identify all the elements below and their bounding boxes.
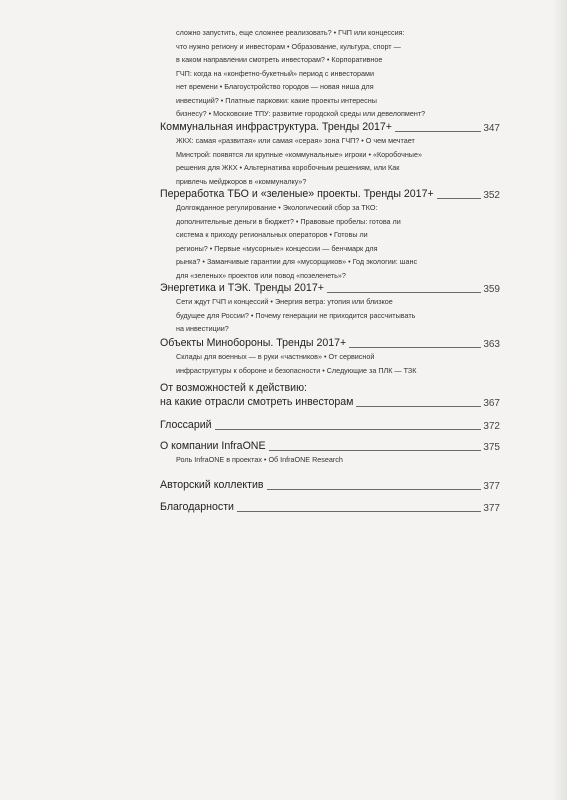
toc-entry-communal[interactable] [160, 120, 500, 188]
toc-subline: в каком направлении смотреть инвесторам? • Корпоративное [176, 55, 383, 64]
toc-entry-about-infraone[interactable] [160, 439, 500, 467]
toc-subline: Роль InfraONE в проектах • Об InfraONE Research [176, 455, 343, 464]
toc-page-number: 372 [483, 421, 500, 432]
toc-subline: на инвестиции? [176, 324, 229, 333]
toc-leader-rule [269, 450, 482, 451]
toc-subline: регионы? • Первые «мусорные» концессии — бенчмарк для [176, 243, 378, 253]
toc-entry-title: О компании InfraONE [160, 440, 266, 452]
toc-entry-title: Авторский коллектив [160, 479, 264, 491]
toc-subline: для «зеленых» проектов или повод «позеленеть»? [176, 270, 346, 280]
toc-page-number: 363 [483, 339, 500, 350]
toc-subline: Сети ждут ГЧП и концессий • Энергия ветра: утопия или близкое [176, 297, 393, 306]
toc-subline: ГЧП: когда на «конфетно-букетный» период с инвесторами [176, 68, 374, 78]
toc-entry-subtopics [176, 134, 498, 188]
toc-leader-rule [267, 489, 482, 490]
toc-entry-opportunities[interactable] [160, 381, 500, 409]
toc-subline: инфраструктуры к обороне и безопасности • Следующие за ПЛК — ТЗК [176, 365, 417, 375]
toc-subline: нет времени • Благоустройство городов — новая ниша для [176, 82, 374, 91]
toc-page-number: 375 [483, 442, 500, 453]
toc-entry-title: Объекты Минобороны. Тренды 2017+ [160, 337, 347, 349]
toc-subline: что нужно региону и инвесторам • Образование, культура, спорт — [176, 41, 401, 51]
toc-entry-title: Коммунальная инфраструктура. Тренды 2017+ [160, 121, 392, 133]
toc-leader-rule [349, 347, 481, 348]
toc-subline: будущее для России? • Почему генерации не приходится рассчитывать [176, 310, 416, 320]
toc-subline: система к приходу региональных операторов • Готовы ли [176, 230, 368, 239]
toc-subline: сложно запустить, еще сложнее реализовать? • ГЧП или концессия: [176, 28, 405, 37]
toc-entry-authors[interactable] [160, 478, 500, 492]
toc-entry-waste[interactable] [160, 187, 500, 282]
toc-entry-subtopics [176, 295, 498, 336]
toc-subline: рынка? • Заманчивые гарантии для «мусорщиков» • Год экологии: шанс [176, 257, 418, 266]
toc-subline: инвестиций? • Платные парковки: какие проекты интересны [176, 95, 377, 105]
toc-continuation-block [176, 26, 496, 121]
toc-subline: привлечь мейджоров в «коммуналку»? [176, 176, 307, 186]
toc-entry-energy[interactable] [160, 281, 500, 336]
toc-entry-subtopics [176, 201, 498, 282]
toc-subline: Долгожданное регулирование • Экологический сбор за ТКО: [176, 203, 378, 212]
toc-page-number: 367 [483, 398, 500, 409]
toc-subline: ЖКХ: самая «развитая» или самая «серая» зона ГЧП? • О чем мечтает [176, 136, 415, 145]
toc-leader-rule [327, 292, 481, 293]
toc-subline: дополнительные деньги в бюджет? • Правовые пробелы: готова ли [176, 216, 401, 226]
toc-subline: решения для ЖКХ • Альтернатива коробочным решениям, или Как [176, 163, 400, 172]
toc-entry-title: Энергетика и ТЭК. Тренды 2017+ [160, 282, 324, 294]
toc-subline: Склады для военных — в руки «частников» • От сервисной [176, 352, 375, 361]
toc-entry-acknowledgements[interactable] [160, 500, 500, 514]
toc-entry-glossary[interactable] [160, 418, 500, 432]
toc-entry-title: От возможностей к действию: [160, 382, 307, 394]
toc-entry-title-line2: на какие отрасли смотреть инвесторам [160, 396, 354, 408]
toc-entry-title: Благодарности [160, 501, 234, 513]
toc-leader-rule [437, 198, 482, 199]
toc-page-number: 347 [483, 123, 500, 134]
toc-page-number: 377 [483, 503, 500, 514]
toc-entry-title: Переработка ТБО и «зеленые» проекты. Тренды 2017+ [160, 188, 434, 200]
toc-leader-rule [215, 429, 482, 430]
toc-entry-title: Глоссарий [160, 419, 212, 431]
toc-entry-defense[interactable] [160, 336, 500, 377]
toc-page-number: 359 [483, 284, 500, 295]
toc-leader-rule [356, 406, 481, 407]
toc-entry-subtopics [176, 453, 498, 467]
toc-page-number: 377 [483, 481, 500, 492]
toc-leader-rule [237, 511, 481, 512]
toc-subline: бизнесу? • Московские ТПУ: развитие городской среды или девелопмент? [176, 109, 426, 118]
toc-leader-rule [395, 131, 481, 132]
page-edge [553, 0, 567, 800]
toc-page-number: 352 [483, 190, 500, 201]
toc-subline: Минстрой: появятся ли крупные «коммунальные» игроки • «Коробочные» [176, 149, 422, 159]
toc-entry-subtopics [176, 350, 498, 377]
